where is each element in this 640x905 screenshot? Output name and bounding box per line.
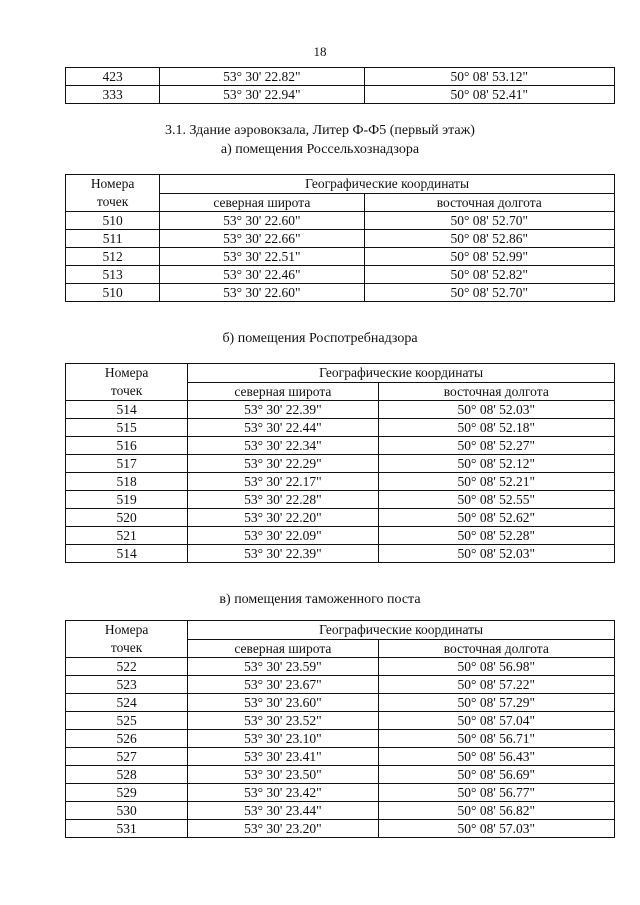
cell-latitude: 53° 30' 22.60" [160, 284, 364, 302]
header-lat: северная широта [160, 193, 364, 212]
cell-point-number: 333 [66, 86, 160, 104]
cell-latitude: 53° 30' 22.60" [160, 212, 364, 230]
cell-point-number: 511 [66, 230, 160, 248]
table-row [66, 419, 615, 437]
table-row [66, 712, 615, 730]
cell-point-number: 510 [66, 212, 160, 230]
header-lon: восточная долгота [378, 639, 614, 658]
cell-point-number: 519 [66, 491, 188, 509]
cell-latitude: 53° 30' 23.60" [188, 694, 378, 712]
cell-latitude: 53° 30' 22.29" [188, 455, 378, 473]
table-row [66, 527, 615, 545]
cell-point-number: 515 [66, 419, 188, 437]
table-row [66, 748, 615, 766]
header-points-line2: точек [96, 194, 129, 209]
cell-longitude: 50° 08' 57.22" [378, 676, 614, 694]
cell-longitude: 50° 08' 52.99" [364, 248, 614, 266]
section-title: 3.1. Здание аэровокзала, Литер Ф-Ф5 (первый этаж) [165, 123, 475, 138]
cell-latitude: 53° 30' 22.44" [188, 419, 378, 437]
continuation-table [65, 67, 615, 104]
coords-table-b [65, 363, 615, 563]
header-lon: восточная долгота [378, 382, 614, 401]
cell-point-number: 423 [66, 68, 160, 86]
cell-point-number: 524 [66, 694, 188, 712]
table-row [66, 248, 615, 266]
cell-latitude: 53° 30' 22.82" [160, 68, 364, 86]
subsection-c-title: в) помещения таможенного поста [219, 592, 421, 607]
header-points [66, 364, 188, 401]
header-points-line2: точек [110, 640, 143, 655]
cell-point-number: 512 [66, 248, 160, 266]
table-row [66, 86, 615, 104]
cell-latitude: 53° 30' 22.39" [188, 545, 378, 563]
cell-latitude: 53° 30' 22.28" [188, 491, 378, 509]
cell-point-number: 514 [66, 545, 188, 563]
cell-latitude: 53° 30' 23.50" [188, 766, 378, 784]
cell-longitude: 50° 08' 52.86" [364, 230, 614, 248]
cell-longitude: 50° 08' 56.43" [378, 748, 614, 766]
header-lat: северная широта [188, 382, 378, 401]
header-coords: Географические координаты [188, 364, 615, 383]
cell-latitude: 53° 30' 22.17" [188, 473, 378, 491]
cell-longitude: 50° 08' 57.29" [378, 694, 614, 712]
cell-longitude: 50° 08' 52.27" [378, 437, 614, 455]
cell-point-number: 522 [66, 658, 188, 676]
table-row [66, 437, 615, 455]
cell-longitude: 50° 08' 52.12" [378, 455, 614, 473]
coords-table-a [65, 174, 615, 302]
coords-table-a-body [66, 212, 615, 302]
cell-latitude: 53° 30' 23.59" [188, 658, 378, 676]
cell-latitude: 53° 30' 23.44" [188, 802, 378, 820]
header-lon: восточная долгота [364, 193, 614, 212]
cell-point-number: 527 [66, 748, 188, 766]
coords-table-b-body [66, 401, 615, 563]
cell-point-number: 528 [66, 766, 188, 784]
cell-longitude: 50° 08' 52.55" [378, 491, 614, 509]
cell-latitude: 53° 30' 23.67" [188, 676, 378, 694]
cell-point-number: 513 [66, 266, 160, 284]
cell-point-number: 520 [66, 509, 188, 527]
cell-latitude: 53° 30' 22.09" [188, 527, 378, 545]
table-row [66, 455, 615, 473]
cell-point-number: 514 [66, 401, 188, 419]
cell-longitude: 50° 08' 52.70" [364, 212, 614, 230]
table-row [66, 784, 615, 802]
coords-table-c-body [66, 658, 615, 838]
cell-latitude: 53° 30' 22.66" [160, 230, 364, 248]
cell-longitude: 50° 08' 53.12" [364, 68, 614, 86]
cell-latitude: 53° 30' 23.52" [188, 712, 378, 730]
table-row [66, 491, 615, 509]
table-row [66, 401, 615, 419]
cell-longitude: 50° 08' 52.03" [378, 545, 614, 563]
header-points [66, 621, 188, 658]
header-coords: Географические координаты [160, 175, 615, 194]
coords-table-c [65, 620, 615, 838]
continuation-table-body [66, 68, 615, 104]
cell-longitude: 50° 08' 52.41" [364, 86, 614, 104]
cell-longitude: 50° 08' 57.03" [378, 820, 614, 838]
cell-point-number: 517 [66, 455, 188, 473]
cell-latitude: 53° 30' 22.39" [188, 401, 378, 419]
cell-latitude: 53° 30' 22.46" [160, 266, 364, 284]
cell-latitude: 53° 30' 23.41" [188, 748, 378, 766]
table-row [66, 266, 615, 284]
header-points-line1: Номера [90, 176, 135, 191]
cell-point-number: 521 [66, 527, 188, 545]
header-points [66, 175, 160, 212]
cell-longitude: 50° 08' 52.82" [364, 266, 614, 284]
cell-longitude: 50° 08' 52.03" [378, 401, 614, 419]
cell-point-number: 526 [66, 730, 188, 748]
table-row [66, 545, 615, 563]
header-points-line1: Номера [104, 622, 149, 637]
cell-longitude: 50° 08' 56.77" [378, 784, 614, 802]
cell-point-number: 530 [66, 802, 188, 820]
cell-point-number: 516 [66, 437, 188, 455]
cell-longitude: 50° 08' 52.28" [378, 527, 614, 545]
subsection-b-title: б) помещения Роспотребнадзора [222, 331, 418, 346]
header-coords: Географические координаты [188, 621, 615, 640]
cell-latitude: 53° 30' 22.51" [160, 248, 364, 266]
table-row [66, 676, 615, 694]
table-row [66, 820, 615, 838]
cell-point-number: 518 [66, 473, 188, 491]
cell-longitude: 50° 08' 52.70" [364, 284, 614, 302]
table-row [66, 212, 615, 230]
cell-longitude: 50° 08' 56.82" [378, 802, 614, 820]
cell-longitude: 50° 08' 52.21" [378, 473, 614, 491]
table-row [66, 802, 615, 820]
cell-latitude: 53° 30' 23.20" [188, 820, 378, 838]
cell-longitude: 50° 08' 52.18" [378, 419, 614, 437]
table-row [66, 473, 615, 491]
table-row [66, 284, 615, 302]
cell-point-number: 523 [66, 676, 188, 694]
cell-longitude: 50° 08' 57.04" [378, 712, 614, 730]
header-points-line2: точек [110, 383, 143, 398]
table-row [66, 658, 615, 676]
page-number: 18 [313, 44, 327, 59]
cell-longitude: 50° 08' 56.69" [378, 766, 614, 784]
table-row [66, 509, 615, 527]
cell-longitude: 50° 08' 52.62" [378, 509, 614, 527]
table-row [66, 730, 615, 748]
cell-latitude: 53° 30' 23.10" [188, 730, 378, 748]
table-row [66, 230, 615, 248]
cell-latitude: 53° 30' 22.20" [188, 509, 378, 527]
cell-point-number: 531 [66, 820, 188, 838]
table-row [66, 68, 615, 86]
cell-latitude: 53° 30' 22.34" [188, 437, 378, 455]
cell-point-number: 525 [66, 712, 188, 730]
cell-longitude: 50° 08' 56.71" [378, 730, 614, 748]
table-row [66, 766, 615, 784]
table-row [66, 694, 615, 712]
cell-longitude: 50° 08' 56.98" [378, 658, 614, 676]
cell-point-number: 510 [66, 284, 160, 302]
cell-latitude: 53° 30' 23.42" [188, 784, 378, 802]
subsection-a-title: а) помещения Россельхознадзора [220, 142, 420, 157]
header-lat: северная широта [188, 639, 378, 658]
header-points-line1: Номера [104, 365, 149, 380]
cell-point-number: 529 [66, 784, 188, 802]
cell-latitude: 53° 30' 22.94" [160, 86, 364, 104]
